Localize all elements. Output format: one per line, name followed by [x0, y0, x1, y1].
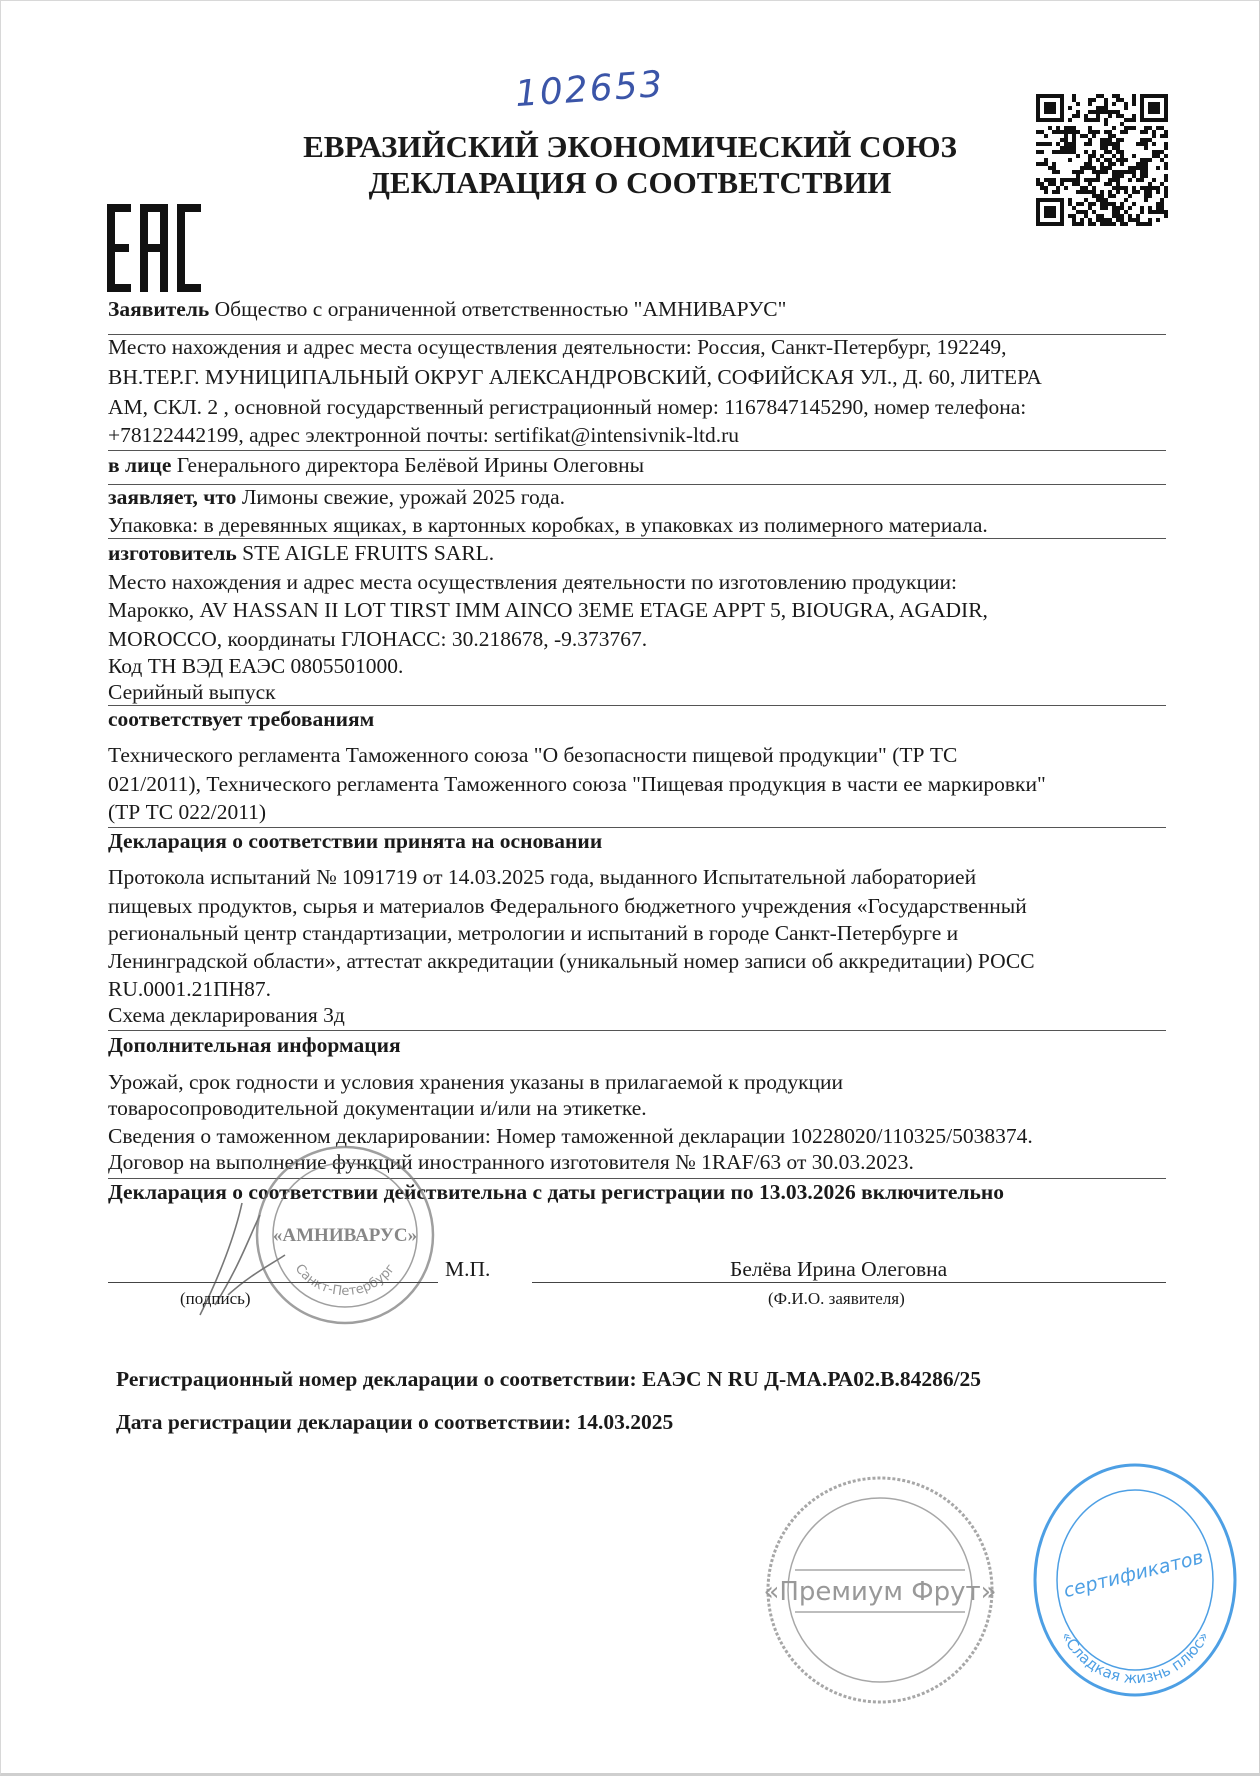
representative-label: в лице — [108, 453, 172, 477]
declaration-scheme: Схема декларирования 3д — [108, 1003, 345, 1027]
title-declaration: ДЕКЛАРАЦИЯ О СООТВЕТСТВИИ — [368, 165, 892, 200]
declares-label: заявляет, что — [108, 485, 237, 509]
manufacturer-value: STE AIGLE FRUITS SARL. — [236, 541, 495, 565]
divider — [108, 827, 1166, 828]
applicant-address-line: Место нахождения и адрес места осуществления деятельности: Россия, Санкт-Петербург, 192249, — [108, 335, 1007, 359]
blue-seal-text: сертификатов — [1061, 1546, 1206, 1603]
basis-line: региональный центр стандартизации, метрологии и испытаний в городе Санкт-Петербурге и — [108, 921, 959, 945]
applicant-seal-ring: Санкт-Петербург — [291, 1261, 399, 1300]
manufacturer-address-line: Марокко, AV HASSAN II LOT TIRST IMM AINCO 3EME ETAGE APPT 5, BIOUGRA, AGADIR, — [108, 598, 988, 622]
applicant-label: Заявитель — [108, 297, 210, 321]
additional-heading: Дополнительная информация — [108, 1033, 401, 1057]
signature-line — [108, 1282, 438, 1283]
registration-number: Регистрационный номер декларации о соответствии: ЕАЭС N RU Д-МА.РА02.В.84286/25 — [116, 1367, 982, 1391]
applicant-value: Общество с ограниченной ответственностью "АМНИВАРУС" — [209, 297, 787, 321]
name-line — [532, 1282, 1166, 1283]
handwritten-number: 102653 — [513, 63, 666, 116]
divider — [108, 450, 1166, 451]
basis-line: Ленинградской области», аттестат аккредитации (уникальный номер записи об аккредитации) РОСС — [108, 949, 1035, 973]
applicant — [108, 297, 786, 322]
validity: Декларация о соответствии действительна с даты регистрации по 13.03.2026 включительно — [108, 1180, 1004, 1204]
divider — [108, 1030, 1166, 1031]
registration-date: Дата регистрации декларации о соответствии: 14.03.2025 — [116, 1410, 674, 1434]
additional-line: товаросопроводительной документации и/или на этикетке. — [108, 1096, 647, 1120]
manufacturer-address-line: Место нахождения и адрес места осуществления деятельности по изготовлению продукции: — [108, 570, 957, 594]
hs-code: Код ТН ВЭД ЕАЭС 0805501000. — [108, 654, 404, 678]
product-name: Лимоны свежие, урожай 2025 года. — [236, 485, 565, 509]
applicant-address-line: +78122442199, адрес электронной почты: sertifikat@intensivnik-ltd.ru — [108, 423, 740, 447]
qr-code — [1036, 94, 1168, 226]
gray-seal-text: «Премиум Фрут» — [763, 1577, 997, 1607]
name-caption: (Ф.И.О. заявителя) — [768, 1289, 905, 1308]
representative-value: Генерального директора Белёвой Ирины Олеговны — [171, 453, 645, 477]
basis-line: пищевых продуктов, сырья и материалов Федерального бюджетного учреждения «Государственный — [108, 894, 1027, 918]
requirements-heading: соответствует требованиям — [108, 707, 375, 731]
blue-seal — [1025, 1455, 1245, 1705]
customs-declaration: Сведения о таможенном декларировании: Номер таможенной декларации 10228020/110325/5038374. — [108, 1124, 1033, 1148]
divider — [108, 705, 1166, 706]
applicant-signatory-name: Белёва Ирина Олеговна — [730, 1257, 948, 1281]
svg-text:Санкт-Петербург — [292, 1261, 399, 1299]
eac-logo — [107, 204, 202, 292]
representative — [108, 453, 644, 478]
premium-fruit-seal — [760, 1470, 1000, 1710]
additional-line: Урожай, срок годности и условия хранения указаны в прилагаемой к продукции — [108, 1070, 844, 1094]
basis-heading: Декларация о соответствии принята на основании — [108, 829, 603, 853]
declares — [108, 485, 565, 510]
manufacturer — [108, 541, 494, 566]
manufacturer-address-line: MOROCCO, координаты ГЛОНАСС: 30.218678, -9.373767. — [108, 627, 648, 651]
divider — [108, 538, 1166, 539]
signature-caption: (подпись) — [180, 1289, 251, 1308]
applicant-address-line: ВН.ТЕР.Г. МУНИЦИПАЛЬНЫЙ ОКРУГ АЛЕКСАНДРОВСКИЙ, СОФИЙСКАЯ УЛ., Д. 60, ЛИТЕРА — [108, 365, 1042, 389]
manufacturer-label: изготовитель — [108, 541, 237, 565]
blue-seal-ring: «Сладкая жизнь плюс» — [1057, 1628, 1213, 1688]
contract: Договор на выполнение функций иностранного изготовителя № 1RAF/63 от 30.03.2023. — [108, 1150, 914, 1174]
serial-release: Серийный выпуск — [108, 680, 276, 704]
title-union: ЕВРАЗИЙСКИЙ ЭКОНОМИЧЕСКИЙ СОЮЗ — [303, 129, 957, 164]
seal-place-label: М.П. — [445, 1257, 491, 1281]
basis-line: RU.0001.21ПН87. — [108, 977, 272, 1001]
basis-line: Протокола испытаний № 1091719 от 14.03.2025 года, выданного Испытательной лабораторией — [108, 865, 977, 889]
requirements-line: Технического регламента Таможенного союза "О безопасности пищевой продукции" (ТР ТС — [108, 743, 958, 767]
requirements-line: (ТР ТС 022/2011) — [108, 800, 267, 824]
packaging: Упаковка: в деревянных ящиках, в картонных коробках, в упаковках из полимерного материала. — [108, 513, 988, 537]
applicant-address-line: АМ, СКЛ. 2 , основной государственный регистрационный номер: 1167847145290, номер телефона: — [108, 395, 1027, 419]
svg-text:«Сладкая жизнь плюс» — [1057, 1628, 1213, 1687]
requirements-line: 021/2011), Технического регламента Таможенного союза "Пищевая продукция в части ее маркировки" — [108, 772, 1046, 796]
applicant-seal-text: «АМНИВАРУС» — [272, 1225, 418, 1246]
